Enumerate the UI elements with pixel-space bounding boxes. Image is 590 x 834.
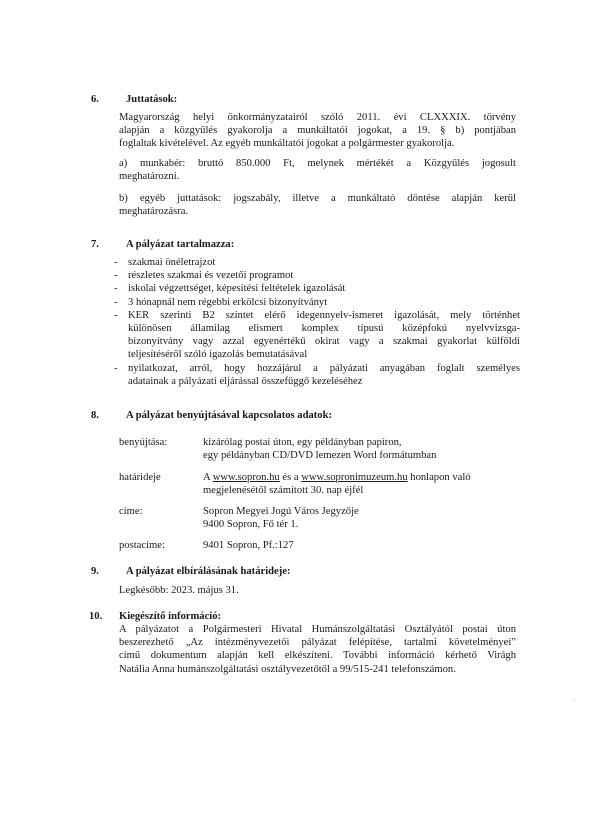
- postal-address-value: 9401 Sopron, Pf.:127: [203, 540, 294, 551]
- submission-label: benyújtása:: [119, 437, 168, 448]
- list-item: - 3 hónapnál nem régebbi erkölcsi bizonyítványt: [114, 296, 328, 308]
- address-label: címe:: [119, 506, 143, 517]
- section-10-heading: Kiegészítő információ:: [119, 611, 222, 622]
- submission-value: kizárólag postai úton, egy példányban papíron, egy példányban CD/DVD lemezen Word formátumban: [203, 437, 437, 462]
- postal-address-label: postacíme:: [119, 540, 165, 551]
- section-8-heading: A pályázat benyújtásával kapcsolatos adatok:: [126, 410, 333, 421]
- text-line: a) munkabér: bruttó 850.000 Ft, melynek mértékét a Közgyűlés jogosult: [119, 158, 516, 169]
- list-item: - KER szerinti B2 szintet elérő idegennyelv-ismeret igazolását, mely történhet különösen államilag elismert komplex típusú középfokú nyelvvizsga- bizonyítvány vagy azzal egyenértékű okirat vagy a szakmai gyakorlat külföldi teljesítéséről szóló igazolás bemutatásával: [114, 309, 520, 361]
- sopronimuzeum-link[interactable]: www.sopronimuzeum.hu: [301, 472, 408, 483]
- section-7-bullet-list: [114, 256, 518, 388]
- section-7-heading: A pályázat tartalmazza:: [126, 239, 235, 250]
- sopron-link[interactable]: www.sopron.hu: [212, 472, 280, 483]
- evaluation-deadline-text: Legkésőbb: 2023. május 31.: [119, 585, 239, 596]
- text-line: meghatározásra.: [119, 206, 189, 218]
- section-6-paragraph-3: [119, 192, 516, 218]
- list-item: - nyilatkozat, arról, hogy hozzájárul a pályázati anyagában foglalt személyes adatainak a pályázati eljárással összefüggő kezeléséhez: [114, 362, 520, 387]
- text-line: foglaltak kivételével. Az egyéb munkáltatói jogokat a polgármester gyakorolja.: [119, 138, 455, 150]
- text-line: beszerezhető „Az intézményvezetői pályázat felépítése, tartalmi követelményei”: [119, 637, 516, 649]
- text-line: című dokumentum alapján kell elkészíteni. További információ kérhető Virágh: [119, 650, 516, 662]
- text-line: alapján a közgyűlés gyakorolja a munkáltatói jogokat, a 19. § b) pontjában: [119, 125, 516, 137]
- section-10-paragraph: [119, 623, 516, 676]
- text-line: A pályázatot a Polgármesteri Hivatal Humánszolgáltatási Osztályától postai úton: [119, 624, 516, 635]
- section-9-number: 9.: [91, 566, 99, 577]
- text-line: Natália Anna humánszolgáltatási osztályvezetőtől a 99/515-241 telefonszámon.: [119, 663, 456, 675]
- section-6-paragraph-2: [119, 157, 516, 183]
- section-10-number: 10.: [89, 611, 103, 622]
- section-6-number: 6.: [91, 94, 99, 105]
- list-item: - részletes szakmai és vezetői programot: [114, 270, 294, 282]
- deadline-value: A www.sopron.hu és a www.sopronimuzeum.hu honlapon való megjelenésétől számított 30. nap éjfél: [203, 472, 471, 497]
- section-9-heading: A pályázat elbírálásának határideje:: [126, 566, 291, 577]
- deadline-label: határideje: [119, 472, 161, 483]
- address-value: Sopron Megyei Jogú Város Jegyzője 9400 Sopron, Fő tér 1.: [203, 506, 359, 531]
- section-6-paragraph-1: [119, 111, 516, 151]
- section-6-heading: Juttatások:: [126, 94, 178, 105]
- section-8-number: 8.: [91, 410, 99, 421]
- list-item: - iskolai végzettséget, képesítési feltételek igazolását: [114, 283, 346, 295]
- text-line: meghatározni.: [119, 171, 180, 183]
- section-7-number: 7.: [91, 239, 99, 250]
- scan-speck: [573, 699, 575, 701]
- text-line: b) egyéb juttatások: jogszabály, illetve a munkáltató döntése alapján kerül: [119, 193, 516, 204]
- list-item: - szakmai önéletrajzot: [114, 257, 216, 268]
- text-line: Magyarország helyi önkormányzatairól szóló 2011. évi CLXXXIX. törvény: [119, 112, 516, 123]
